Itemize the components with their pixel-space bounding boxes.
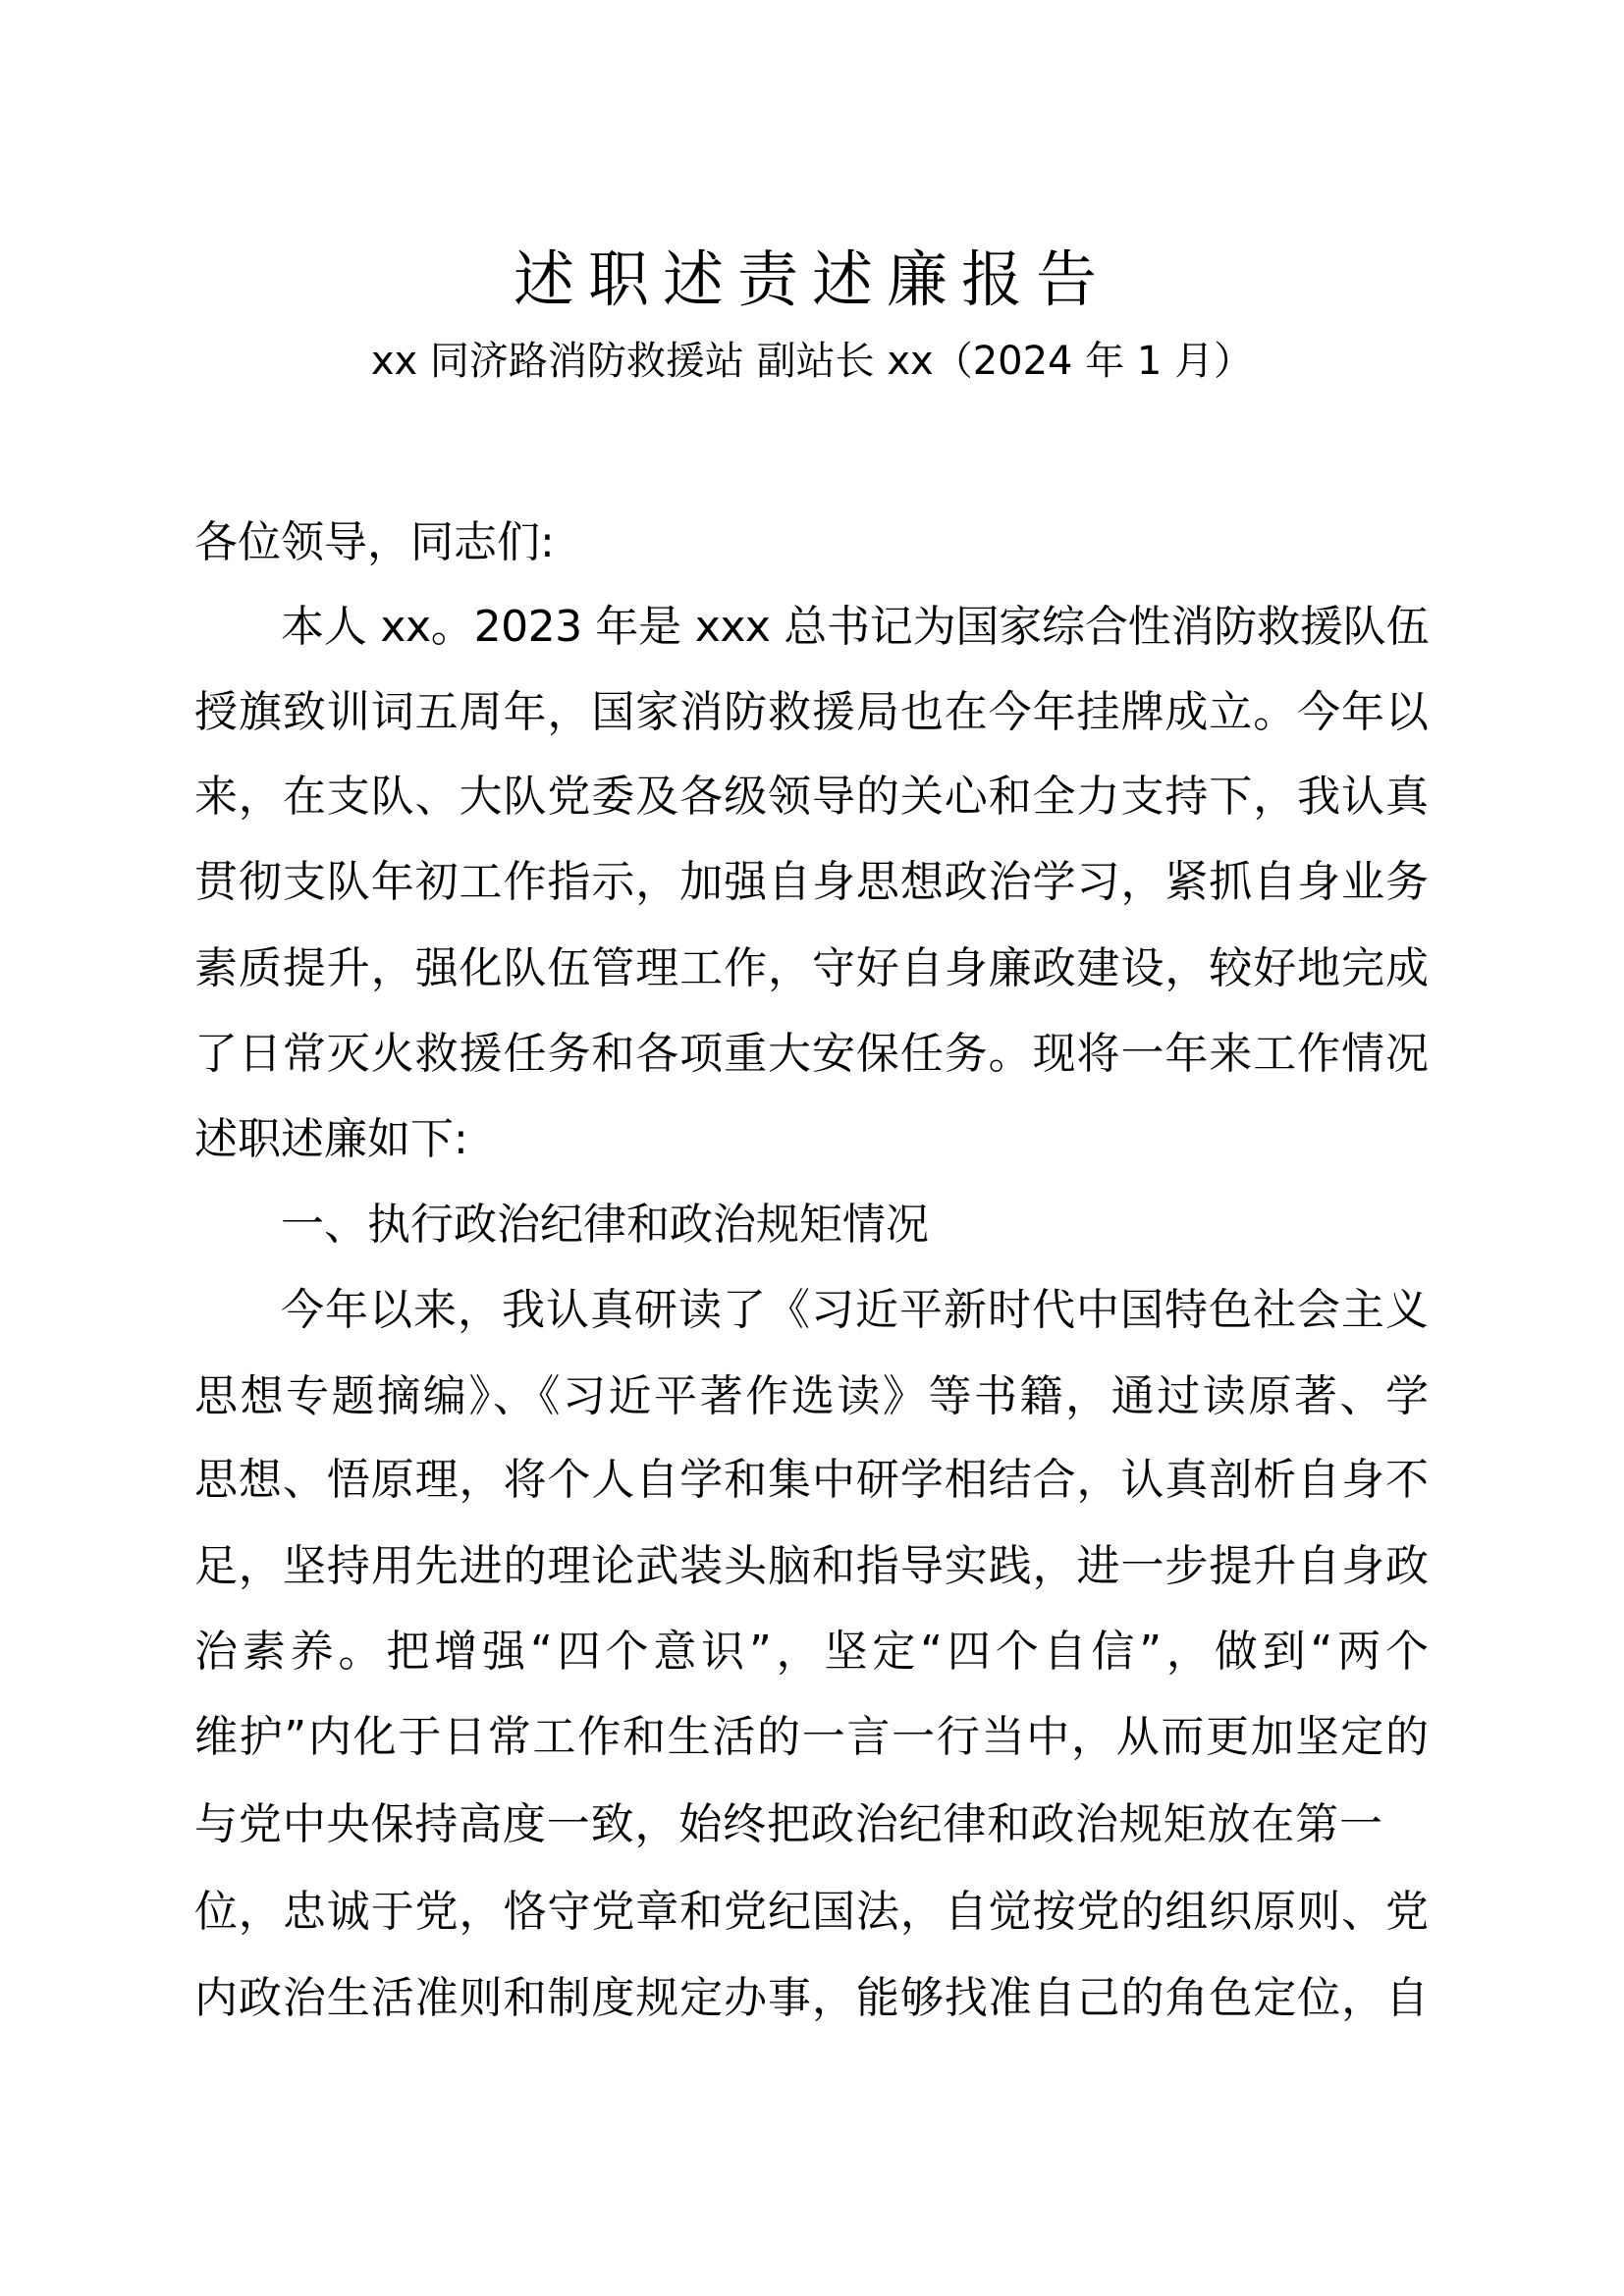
paragraph-line: 授旗致训词五周年，国家消防救援局也在今年挂牌成立。今年以 [194,687,1429,737]
paragraph-line: 思想专题摘编》、《习近平著作选读》等书籍，通过读原著、学 [194,1371,1429,1421]
paragraph-line: 来，在支队、大队党委及各级领导的关心和全力支持下，我认真 [194,772,1429,822]
paragraph-line: 治素养。把增强“四个意识”，坚定“四个自信”，做到“两个 [194,1627,1429,1677]
paragraph-line: 了日常灭火救援任务和各项重大安保任务。现将一年来工作情况 [194,1029,1429,1079]
document-subtitle: xx 同济路消防救援站 副站长 xx（2024 年 1 月） [370,339,1254,384]
paragraph-line: 与党中央保持高度一致，始终把政治纪律和政治规矩放在第一 [194,1799,1382,1849]
paragraph-line: 今年以来，我认真研读了《习近平新时代中国特色社会主义 [281,1285,1429,1335]
paragraph-line: 维护”内化于日常工作和生活的一言一行当中，从而更加坚定的 [194,1712,1429,1762]
paragraph-line: 足，坚持用先进的理论武装头脑和指导实践，进一步提升自身政 [194,1541,1429,1591]
paragraph-line: 素质提升，强化队伍管理工作，守好自身廉政建设，较好地完成 [194,943,1429,993]
paragraph-line: 贯彻支队年初工作指示，加强自身思想政治学习，紧抓自身业务 [194,857,1429,907]
paragraph-line: 本人 xx。2023 年是 xxx 总书记为国家综合性消防救援队伍 [281,602,1429,652]
greeting: 各位领导，同志们: [194,517,555,567]
paragraph-line: 位，忠诚于党，恪守党章和党纪国法，自觉按党的组织原则、党 [194,1887,1429,1937]
document-title: 述职述责述廉报告 [513,243,1110,315]
paragraph-line: 内政治生活准则和制度规定办事，能够找准自己的角色定位，自 [194,1973,1429,2023]
paragraph-line: 述职述廉如下: [194,1114,468,1164]
paragraph-line: 思想、悟原理，将个人自学和集中研学相结合，认真剖析自身不 [194,1455,1429,1505]
section-heading: 一、执行政治纪律和政治规矩情况 [281,1200,929,1250]
